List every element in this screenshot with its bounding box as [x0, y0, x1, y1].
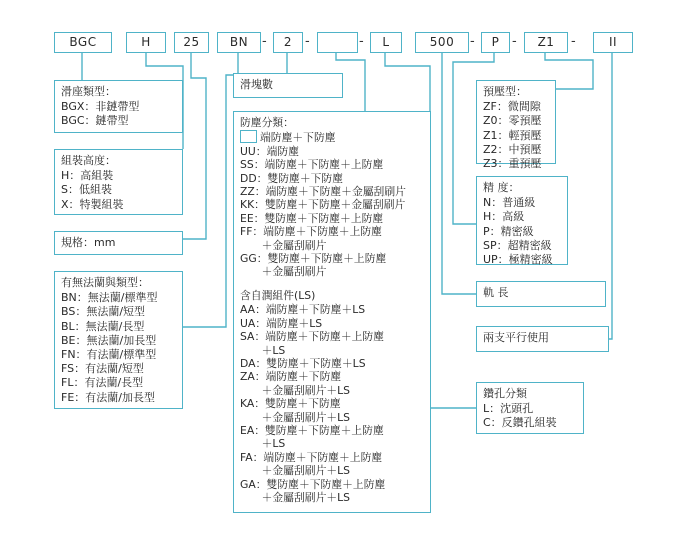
flange-item: FS：有法蘭/短型: [61, 362, 144, 376]
dust-seal-item: ＋金屬刮刷片: [240, 238, 327, 252]
preload-box: [476, 80, 556, 171]
slider-type-item: BGC：鏈帶型: [61, 114, 129, 128]
ls-item: KA：雙防塵＋下防塵: [240, 397, 341, 411]
slider-type-title: 滑座類型：: [61, 85, 116, 98]
connector-length: [442, 51, 476, 294]
code-separator: -: [359, 34, 364, 49]
dust-seal-item: [240, 130, 424, 144]
ls-item: GA：雙防塵＋下防塵＋上防塵: [240, 477, 386, 491]
dust-seal-title: 防塵分類：: [240, 116, 294, 129]
pair-use-box: [476, 326, 609, 352]
hole-type-title: 鑽孔分類: [483, 387, 527, 400]
slider-count-title: 滑塊數: [240, 78, 273, 91]
ls-item: DA：雙防塵＋下防塵＋LS: [240, 356, 366, 370]
ls-item: ZA：端防塵＋下防塵: [240, 370, 342, 384]
accuracy-item: H：高級: [483, 210, 525, 224]
assembly-height-title: 組裝高度：: [61, 154, 116, 167]
preload-item: Z0：零預壓: [483, 114, 542, 128]
preload-item: Z2：中預壓: [483, 142, 542, 156]
flange-item: FE：有法蘭/加長型: [61, 390, 155, 404]
assembly-height-item: X：特製組裝: [61, 197, 124, 211]
connector-pair: [609, 51, 612, 339]
hole-type-item: L：沈頭孔: [483, 402, 534, 416]
assembly-height-item: H：高組裝: [61, 169, 114, 183]
blank-code-placeholder: [240, 130, 257, 143]
code-separator: -: [262, 34, 267, 49]
pair-use-title: 兩支平行使用: [483, 331, 549, 344]
flange-title: 有無法蘭與類型：: [61, 276, 149, 289]
code-separator: -: [512, 34, 517, 49]
slider-type-box: [54, 80, 183, 133]
dust-seal-item: DD：雙防塵＋下防塵: [240, 171, 344, 185]
code-slider-count: 2: [273, 32, 303, 53]
ls-item: ＋金屬刮刷片＋LS: [240, 490, 351, 504]
ls-item: ＋金屬刮刷片＋LS: [240, 464, 351, 478]
rail-length-box: [476, 281, 606, 307]
ls-item: ＋LS: [240, 343, 286, 357]
accuracy-item: P：精密級: [483, 224, 534, 238]
code-slider-height: H: [126, 32, 166, 53]
hole-type-item: C：反鑽孔組裝: [483, 416, 557, 430]
spec-title: 規格：mm: [61, 236, 116, 249]
flange-box: [54, 271, 183, 409]
flange-item: BE：無法蘭/加長型: [61, 333, 157, 347]
accuracy-box: [476, 176, 568, 265]
spec-box: [54, 231, 183, 255]
accuracy-title: 精 度：: [483, 181, 520, 194]
code-series: BGC: [54, 32, 112, 53]
code-rail-width: 25: [174, 32, 209, 53]
dust-seal-item: ＋金屬刮刷片: [240, 265, 327, 279]
dust-seal-item: EE：雙防塵＋下防塵＋上防塵: [240, 211, 384, 225]
dust-seal-item: FF：端防塵＋下防塵＋上防塵: [240, 225, 382, 239]
ls-item: AA：端防塵＋下防塵＋LS: [240, 303, 366, 317]
rail-length-title: 軌 長: [483, 286, 509, 299]
slider-count-box: [233, 73, 343, 98]
flange-item: BN：無法蘭/標準型: [61, 291, 158, 305]
dust-seal-item: GG：雙防塵＋下防塵＋上防塵: [240, 252, 387, 266]
connector-rail-width: [183, 51, 206, 239]
dust-seal-item: UU：端防塵: [240, 144, 299, 158]
code-separator: -: [305, 34, 310, 49]
ls-item: ＋LS: [240, 437, 286, 451]
flange-item: BS：無法蘭/短型: [61, 305, 146, 319]
code-flange-type: BN: [217, 32, 261, 53]
code-preload: Z1: [524, 32, 568, 53]
ls-item: ＋金屬刮刷片＋LS: [240, 410, 351, 424]
preload-item: ZF：微間隙: [483, 100, 541, 114]
code-pair-use: II: [593, 32, 633, 53]
ls-title: 含自潤組件(LS): [240, 288, 316, 302]
assembly-height-box: [54, 149, 183, 215]
dust-seal-item: SS：端防塵＋下防塵＋上防塵: [240, 158, 384, 172]
preload-item: Z1：輕預壓: [483, 128, 542, 142]
flange-item: FN：有法蘭/標準型: [61, 348, 157, 362]
ls-item: SA：端防塵＋下防塵＋上防塵: [240, 330, 385, 344]
code-rail-length: 500: [415, 32, 469, 53]
ls-item: ＋金屬刮刷片＋LS: [240, 383, 351, 397]
code-hole-type: L: [370, 32, 402, 53]
dust-seal-box: [233, 111, 431, 513]
hole-type-box: [476, 382, 584, 434]
dust-seal-item: ZZ：端防塵＋下防塵＋金屬刮刷片: [240, 185, 406, 199]
code-separator: -: [470, 34, 475, 49]
code-separator: -: [571, 34, 576, 49]
ls-item: UA：端防塵＋LS: [240, 316, 323, 330]
code-dust-seal: [317, 32, 358, 53]
assembly-height-item: S：低組裝: [61, 183, 112, 197]
flange-item: FL：有法蘭/長型: [61, 376, 144, 390]
ls-item: FA：端防塵＋下防塵＋上防塵: [240, 450, 383, 464]
accuracy-item: SP：超精密級: [483, 238, 552, 252]
accuracy-item: UP：極精密級: [483, 253, 553, 267]
dust-seal-blank-label: 端防塵＋下防塵: [260, 131, 336, 145]
flange-item: BL：無法蘭/長型: [61, 319, 145, 333]
preload-item: Z3：重預壓: [483, 157, 542, 171]
slider-type-item: BGX：非鏈帶型: [61, 100, 140, 114]
preload-title: 預壓型：: [483, 85, 527, 98]
code-accuracy: P: [481, 32, 510, 53]
connector-flange: [183, 51, 238, 327]
dust-seal-item: KK：雙防塵＋下防塵＋金屬刮刷片: [240, 198, 406, 212]
ls-item: EA：雙防塵＋下防塵＋上防塵: [240, 423, 384, 437]
accuracy-item: N：普通級: [483, 196, 536, 210]
